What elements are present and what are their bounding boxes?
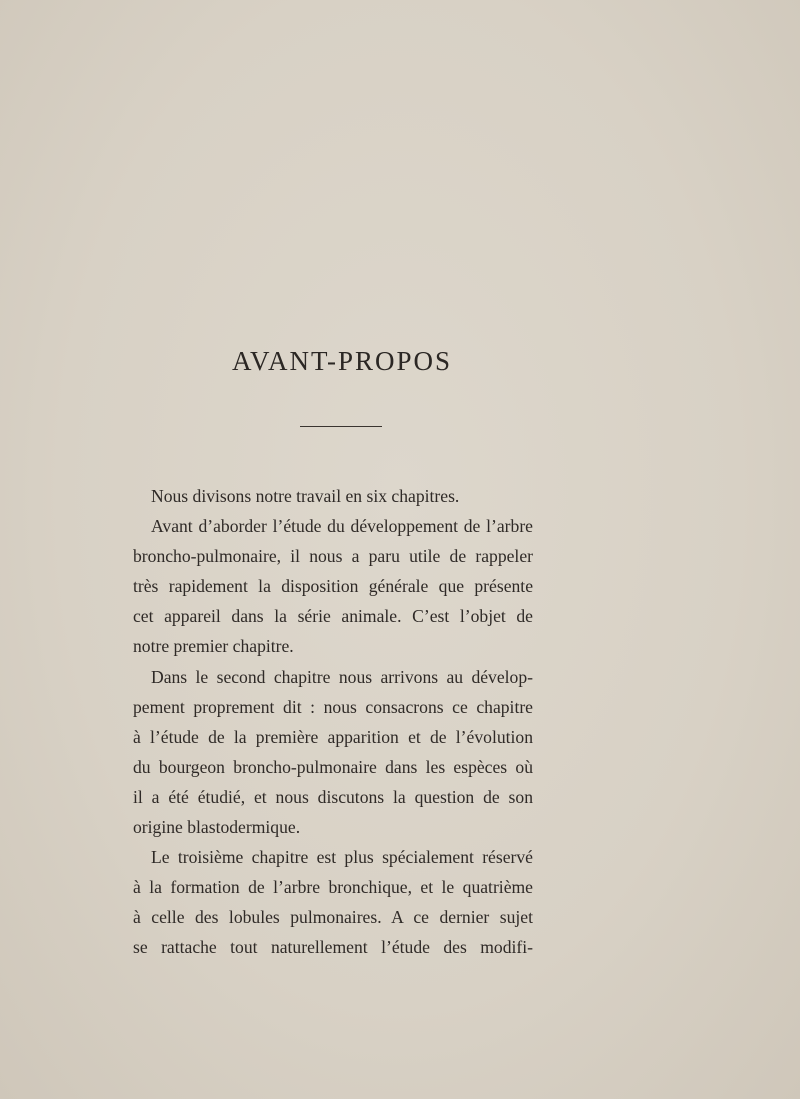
text-line: notre premier chapitre.	[133, 636, 294, 657]
page-title: AVANT-PROPOS	[231, 346, 453, 376]
text-line: origine blastodermique.	[133, 817, 301, 838]
text-line: Le troisième chapitre est plus spécialement réservé	[151, 847, 533, 868]
paragraph	[133, 481, 533, 511]
text-line: à celle des lobules pulmonaires. A ce dernier sujet	[133, 907, 533, 928]
text-line: cet appareil dans la série animale. C’est l’objet de	[133, 606, 533, 627]
title-divider	[300, 426, 382, 427]
paragraph	[133, 662, 533, 843]
text-line: Nous divisons notre travail en six chapitres.	[151, 486, 460, 506]
text-line: Dans le second chapitre nous arrivons au dévelop-	[151, 666, 533, 687]
text-line: il a été étudié, et nous discutons la question de son	[133, 786, 533, 807]
text-line: à l’étude de la première apparition et de l’évolution	[133, 726, 533, 747]
text-line: broncho-pulmonaire, il nous a paru utile de rappeler	[133, 546, 533, 567]
text-line: se rattache tout naturellement l’étude des modifi-	[133, 937, 533, 958]
text-line: pement proprement dit : nous consacrons ce chapitre	[133, 696, 533, 717]
paragraph	[133, 511, 533, 661]
text-line: du bourgeon broncho-pulmonaire dans les espèces où	[133, 756, 533, 777]
paragraph	[133, 842, 533, 962]
text-line: Avant d’aborder l’étude du développement de l’arbre	[151, 516, 533, 537]
text-line: très rapidement la disposition générale que présente	[133, 576, 533, 597]
body-text	[133, 481, 533, 963]
text-line: à la formation de l’arbre bronchique, et le quatrième	[133, 877, 533, 898]
